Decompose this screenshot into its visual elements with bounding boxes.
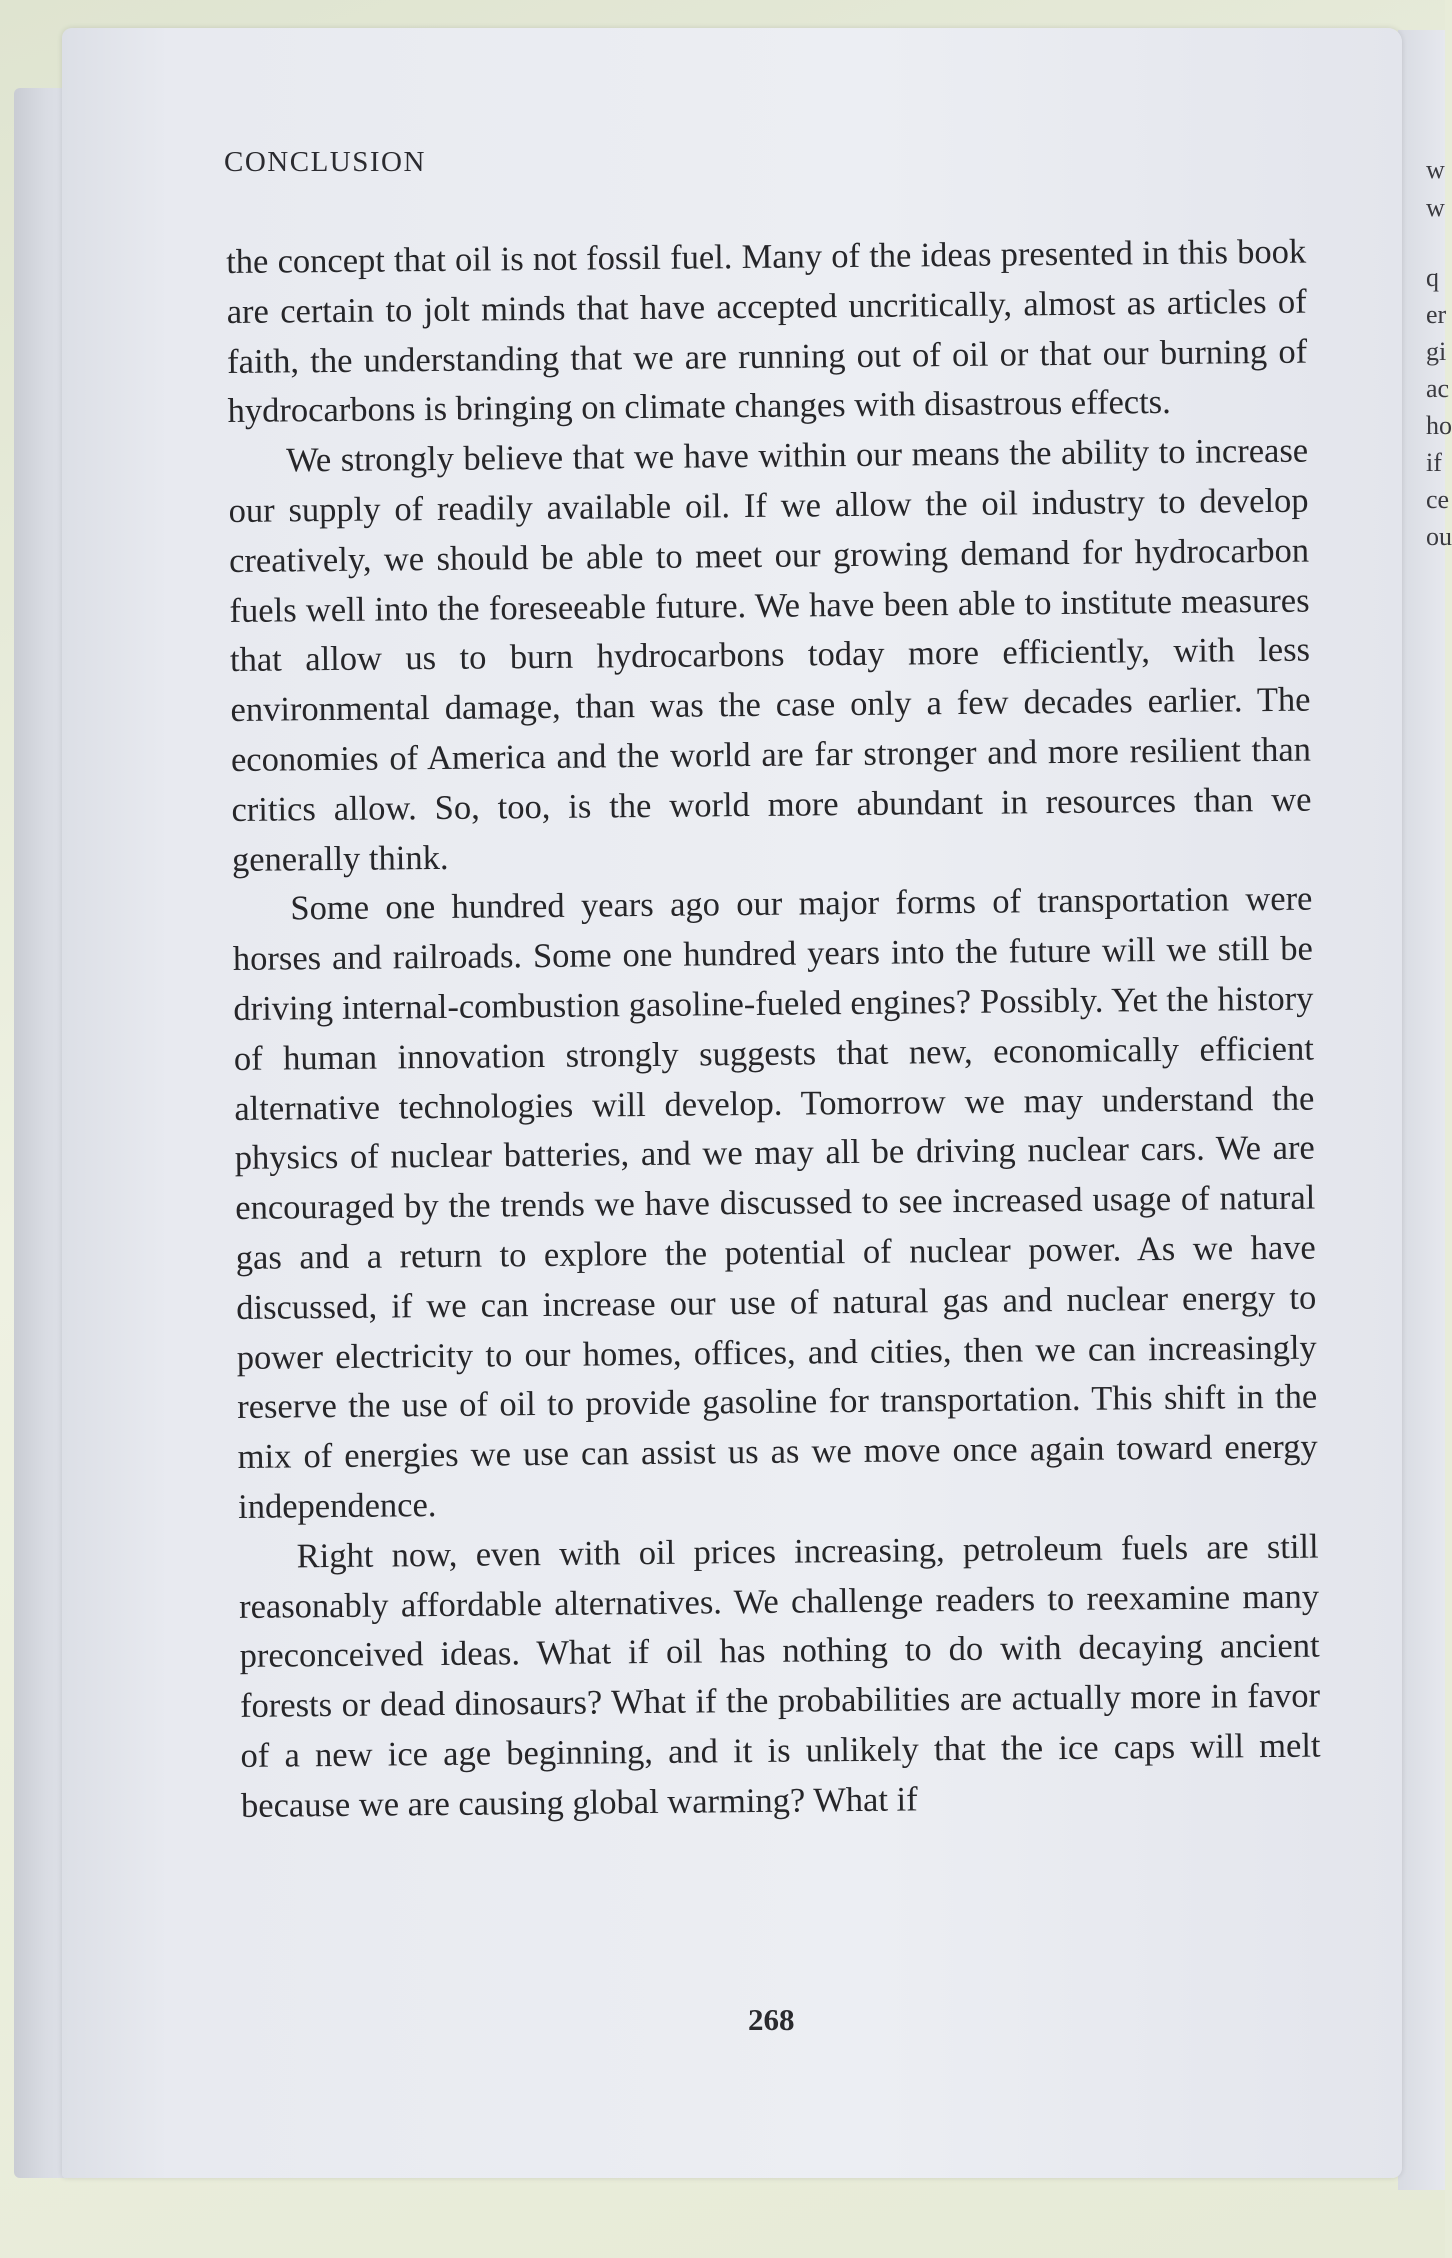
facing-page (1398, 30, 1452, 2190)
facing-page-fragment: er (1426, 300, 1447, 329)
facing-page-fragment: gi (1426, 337, 1447, 366)
paragraph: the concept that oil is not fossil fuel. Many of the ideas presented in this book are certain to jolt minds that have accepted uncritically, almost as articles of faith, the understanding that we are running out of oil or that our burning of hydrocarbons is bringing on climate changes with disastrous effects. (226, 232, 1308, 431)
paragraph: We strongly believe that we have within our means the ability to increase our supply of readily available oil. If we allow the oil industry to develop creatively, we should be able to meet our growing demand for hydrocarbon fuels well into the foreseeable future. We have been able to institute measures that allow us to burn hydrocarbons today more efficiently, with less environmental damage, than was the case only a few decades earlier. The economies of America and the world are far stronger and more resilient than critics allow. So, too, is the world more abundant in resources than we generally think. (228, 431, 1312, 879)
paragraph: Some one hundred years ago our major forms of transportation were horses and railroads. Some one hundred years into the future will we still be driving internal-combustion gasoline-fueled engines? Possibly. Yet the history of human innovation strongly suggests that new, economically efficient alternative technologies will develop. Tomorrow we may understand the physics of nuclear batteries, and we may all be driving nuclear cars. We are encouraged by the trends we have discussed to see increased usage of natural gas and a return to explore the potential of nuclear power. As we have discussed, if we can increase our use of natural gas and nuclear energy to power electricity to our homes, offices, and cities, then we can increasingly reserve the use of oil to provide gasoline for transportation. This shift in the mix of energies we use can assist us as we move once again toward energy independence. (232, 879, 1318, 1526)
facing-page-fragment: w (1426, 193, 1445, 222)
paragraph: Right now, even with oil prices increasing, petroleum fuels are still reasonably affordable alternatives. We challenge readers to reexamine many preconceived ideas. What if oil has nothing to do with decaying ancient forests or dead dinosaurs? What if the probabilities are actually more in favor of a new ice age beginning, and it is unlikely that the ice caps will melt because we are causing global warming? What if (238, 1527, 1321, 1825)
facing-page-fragment: ce (1426, 485, 1450, 514)
facing-page-fragment: ou (1426, 522, 1452, 551)
running-head: CONCLUSION (224, 146, 426, 178)
body-text (226, 228, 1321, 1832)
facing-page-fragment: if (1426, 448, 1442, 477)
facing-page-fragment: q (1426, 263, 1439, 292)
page-number: 268 (748, 2002, 795, 2037)
facing-page-fragment: w (1426, 155, 1445, 184)
facing-page-fragment: ac (1426, 374, 1450, 403)
facing-page-fragment: ho (1426, 411, 1452, 440)
